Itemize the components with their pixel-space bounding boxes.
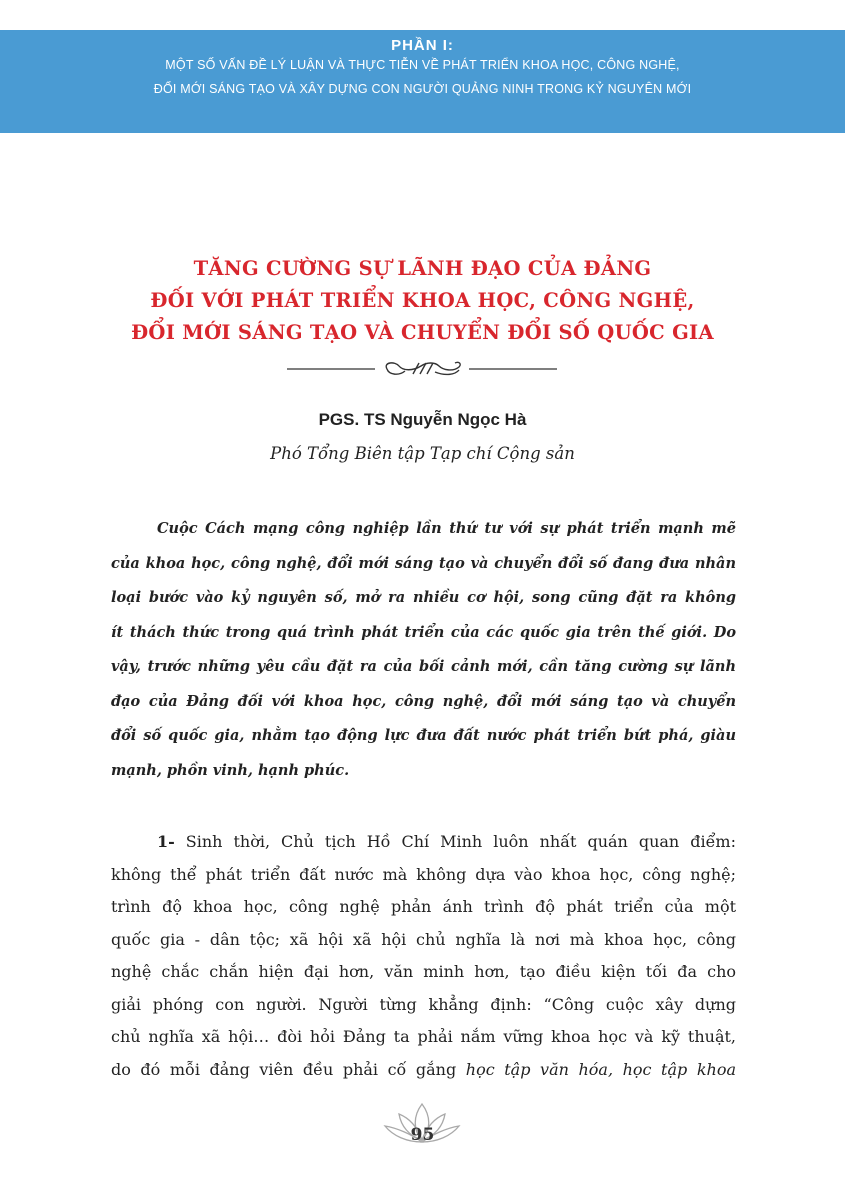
section-header-band <box>0 30 845 133</box>
article-title-line-2: ĐỐI VỚI PHÁT TRIỂN KHOA HỌC, CÔNG NGHỆ, <box>150 289 695 312</box>
body-italic-text: học tập văn hóa, học tập khoa <box>465 1059 736 1079</box>
title-divider-ornament-icon <box>287 358 557 380</box>
part-title-line-1: MỘT SỐ VẤN ĐỀ LÝ LUẬN VÀ THỰC TIỄN VỀ PHÁT TRIỂN KHOA HỌC, CÔNG NGHỆ, <box>165 58 680 72</box>
abstract-line: ít thách thức trong quá trình phát triển của các quốc gia trên thế giới. Do <box>111 623 736 641</box>
part-label: PHẦN I: <box>391 37 454 54</box>
article-title-line-1: TĂNG CƯỜNG SỰ LÃNH ĐẠO CỦA ĐẢNG <box>193 257 652 280</box>
abstract-line: của khoa học, công nghệ, đổi mới sáng tạo và chuyển đổi số đang đưa nhân <box>111 554 736 572</box>
body-paragraph <box>111 826 736 1086</box>
body-line-text: Sinh thời, Chủ tịch Hồ Chí Minh luôn nhất quán quan điểm: <box>185 832 736 851</box>
abstract-line: loại bước vào kỷ nguyên số, mở ra nhiều cơ hội, song cũng đặt ra không <box>111 589 736 606</box>
abstract-line: đổi số quốc gia, nhằm tạo động lực đưa đất nước phát triển bứt phá, giàu <box>111 727 736 744</box>
article-title-line-3: ĐỔI MỚI SÁNG TẠO VÀ CHUYỂN ĐỔI SỐ QUỐC GIA <box>131 321 714 344</box>
author-role: Phó Tổng Biên tập Tạp chí Cộng sản <box>270 444 575 463</box>
body-line: giải phóng con người. Người từng khẳng định: “Công cuộc xây dựng <box>111 994 736 1014</box>
body-line: quốc gia - dân tộc; xã hội xã hội chủ nghĩa là nơi mà khoa học, công <box>111 929 736 949</box>
abstract-line: mạnh, phồn vinh, hạnh phúc. <box>111 761 350 779</box>
body-line: không thể phát triển đất nước mà không dựa vào khoa học, công nghệ; <box>111 864 736 884</box>
body-line: chủ nghĩa xã hội… đòi hỏi Đảng ta phải nắm vững khoa học và kỹ thuật, <box>111 1027 736 1046</box>
section-number: 1- <box>157 832 175 851</box>
part-title-line-2: ĐỔI MỚI SÁNG TẠO VÀ XÂY DỰNG CON NGƯỜI QUẢNG NINH TRONG KỶ NGUYÊN MỚI <box>153 82 692 96</box>
body-line-text: do đó mỗi đảng viên đều phải cố gắng <box>111 1059 457 1079</box>
body-line <box>111 1054 736 1087</box>
body-line: trình độ khoa học, công nghệ phản ánh trình độ phát triển của một <box>111 897 736 916</box>
abstract-paragraph <box>111 512 736 788</box>
abstract-line: đạo của Đảng đối với khoa học, công nghệ, đổi mới sáng tạo và chuyển <box>111 692 736 710</box>
abstract-line: vậy, trước những yêu cầu đặt ra của bối cảnh mới, cần tăng cường sự lãnh <box>111 658 736 675</box>
abstract-line: Cuộc Cách mạng công nghiệp lần thứ tư với sự phát triển mạnh mẽ <box>157 520 736 537</box>
body-line: nghệ chắc chắn hiện đại hơn, văn minh hơn, tạo điều kiện tối đa cho <box>111 962 736 981</box>
page-number: 95 <box>410 1125 435 1145</box>
author-name: PGS. TS Nguyễn Ngọc Hà <box>318 410 527 429</box>
body-line <box>111 826 736 859</box>
